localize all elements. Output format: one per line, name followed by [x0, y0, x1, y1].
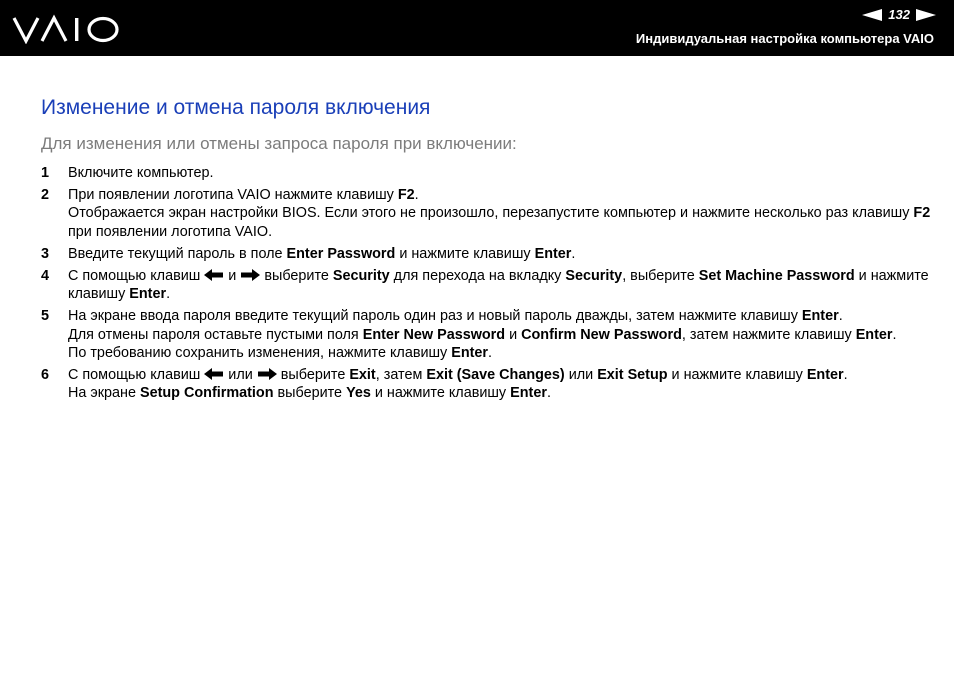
step-text: и — [505, 326, 522, 343]
step-key-term: Exit Setup — [597, 367, 668, 384]
step-text: . — [488, 344, 493, 361]
step-line — [68, 164, 931, 182]
step-key-term: Exit (Save Changes) — [426, 367, 565, 384]
step-text: По требованию сохранить изменения, нажмите клавишу — [68, 344, 452, 361]
step-text: . — [546, 385, 551, 402]
step-text: Включите компьютер. — [68, 165, 214, 181]
step-text: или — [564, 367, 598, 384]
step-item — [41, 307, 931, 362]
step-text: Для отмены пароля оставьте пустыми поля — [68, 326, 363, 343]
right-arrow-key-icon — [257, 368, 277, 380]
step-line — [68, 344, 931, 362]
step-text: и нажмите клавишу — [395, 245, 535, 262]
step-key-term: Set Machine Password — [698, 268, 855, 285]
left-arrow-key-icon — [204, 368, 224, 380]
step-key-term: Yes — [346, 385, 371, 402]
vaio-logo — [12, 14, 122, 44]
step-key-term: Security — [332, 268, 390, 285]
step-key-term: Enter — [451, 344, 489, 361]
step-line — [68, 326, 931, 344]
step-line — [68, 245, 931, 263]
step-number: 6 — [41, 367, 50, 384]
step-text: Отображается экран настройки BIOS. Если этого не произошло, перезапустите компьютер и нажмите несколько раз клавишу — [68, 205, 914, 222]
page-subtitle: Для изменения или отмены запроса пароля при включении: — [41, 134, 517, 153]
step-number: 1 — [41, 165, 50, 181]
step-key-term: Enter — [855, 326, 893, 343]
step-line — [68, 186, 931, 204]
step-text: С помощью клавиш — [68, 268, 205, 285]
step-number: 5 — [41, 308, 50, 325]
step-text: , затем — [375, 367, 427, 384]
step-text: и нажмите клавишу — [667, 367, 807, 384]
step-key-term: Confirm New Password — [521, 326, 682, 343]
step-line — [68, 366, 931, 384]
step-line — [68, 384, 931, 402]
step-text: или — [224, 367, 257, 384]
step-key-term: F2 — [913, 205, 931, 222]
step-number: 3 — [41, 245, 50, 262]
step-key-term: Enter — [510, 385, 547, 402]
step-text: Введите текущий пароль в поле — [68, 245, 287, 262]
page-navigation — [862, 7, 936, 23]
step-text: для перехода на вкладку — [389, 268, 566, 285]
step-key-term: Enter New Password — [362, 326, 506, 343]
step-key-term: Exit — [349, 367, 376, 384]
step-text: , затем нажмите клавишу — [681, 326, 856, 343]
steps-list — [41, 164, 931, 406]
step-key-term: Enter Password — [286, 245, 396, 262]
step-text: . — [843, 367, 848, 384]
triangle-right-icon[interactable] — [914, 9, 936, 21]
step-key-term: Enter — [534, 245, 572, 262]
step-text: На экране ввода пароля введите текущий пароль один раз и новый пароль дважды, затем нажмите клавишу — [68, 308, 802, 325]
step-item — [41, 164, 931, 182]
step-item — [41, 186, 931, 241]
step-text: выберите — [260, 268, 333, 285]
header-bar — [0, 0, 954, 56]
step-key-term: Enter — [806, 367, 844, 384]
page-number: 132 — [888, 7, 910, 22]
step-text: На экране — [68, 385, 140, 402]
step-number: 2 — [41, 187, 50, 204]
step-key-term: Enter — [801, 308, 839, 325]
step-key-term: F2 — [397, 187, 415, 204]
step-number: 4 — [41, 268, 50, 285]
step-line — [68, 204, 931, 240]
step-text: С помощью клавиш — [68, 367, 205, 384]
step-item — [41, 366, 931, 402]
step-text: , выберите — [622, 268, 699, 285]
step-text: . — [414, 187, 419, 204]
step-text: . — [892, 326, 897, 343]
step-key-term: Security — [565, 268, 623, 285]
step-line — [68, 267, 931, 303]
step-line — [68, 307, 931, 325]
step-text: и нажмите клавишу — [370, 385, 511, 402]
step-text: . — [838, 308, 843, 325]
left-arrow-key-icon — [204, 269, 224, 281]
step-text: выберите — [276, 367, 350, 384]
triangle-left-icon[interactable] — [862, 9, 884, 21]
step-text: и нажмите клавишу — [68, 268, 929, 303]
step-text: При появлении логотипа VAIO нажмите клавишу — [68, 187, 398, 204]
step-text: выберите — [273, 385, 347, 402]
step-item — [41, 267, 931, 303]
page-title: Изменение и отмена пароля включения — [41, 96, 431, 119]
step-text: . — [571, 245, 576, 262]
step-key-term: Setup Confirmation — [140, 385, 274, 402]
step-key-term: Enter — [129, 286, 167, 303]
section-title: Индивидуальная настройка компьютера VAIO — [635, 31, 934, 46]
step-text: . — [166, 286, 171, 303]
step-item — [41, 245, 931, 263]
step-text: при появлении логотипа VAIO. — [68, 223, 273, 240]
right-arrow-key-icon — [240, 269, 260, 281]
step-text: и — [224, 268, 241, 285]
